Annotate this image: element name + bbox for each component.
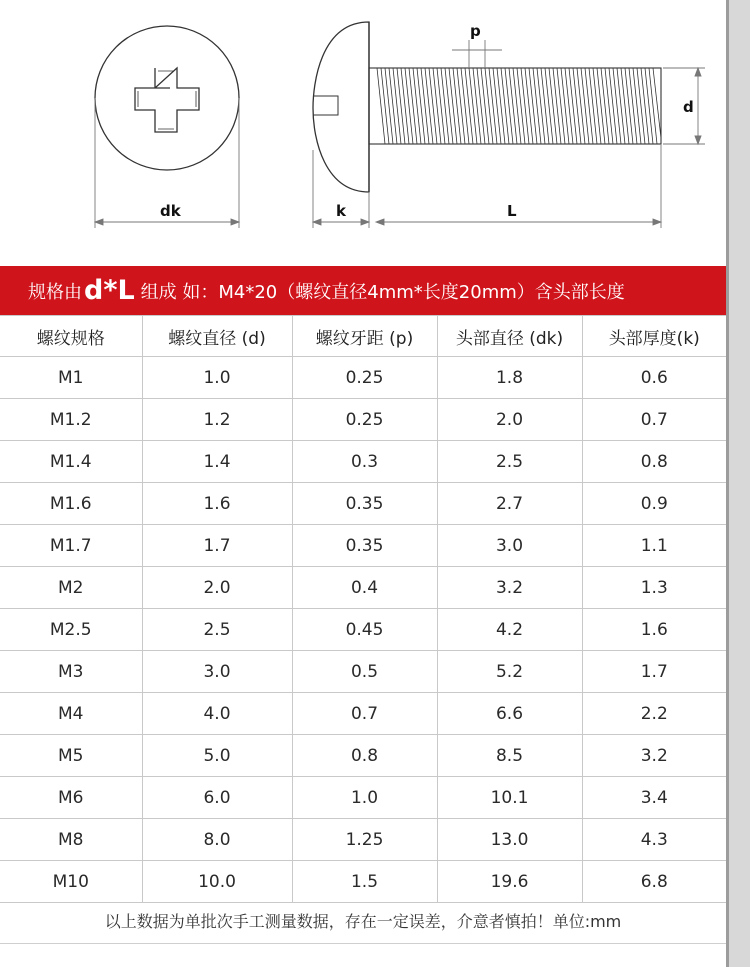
table-cell: 0.6 [582,357,726,399]
table-row [0,525,726,567]
table-cell: 1.7 [142,525,292,567]
dk-label: dk [160,202,181,220]
table-cell: M3 [0,651,142,693]
table-cell: M1 [0,357,142,399]
table-cell: 1.4 [142,441,292,483]
footnote: 以上数据为单批次手工测量数据，存在一定误差，介意者慎拍！单位:mm [104,912,622,931]
table-cell: M4 [0,693,142,735]
screw-diagram [0,0,726,258]
table-cell: 0.9 [582,483,726,525]
header-cell: 螺纹牙距 (p) [292,316,437,357]
header-cell: 头部直径 (dk) [437,316,582,357]
table-cell: 1.0 [142,357,292,399]
table-cell: 2.2 [582,693,726,735]
table-cell: 1.6 [142,483,292,525]
table-cell: 8.0 [142,819,292,861]
header-cell: 螺纹规格 [0,316,142,357]
table-cell: 3.2 [582,735,726,777]
table-cell: M6 [0,777,142,819]
table-cell: M1.7 [0,525,142,567]
table-cell: 0.7 [292,693,437,735]
table-cell: M10 [0,861,142,903]
table-cell: 1.8 [437,357,582,399]
page-edge [726,0,750,967]
table-cell: 1.3 [582,567,726,609]
table-cell: 0.3 [292,441,437,483]
table-cell: 0.8 [582,441,726,483]
d-label: d [683,98,694,116]
table-row [0,609,726,651]
table-row [0,567,726,609]
table-cell: 5.0 [142,735,292,777]
table-cell: 10.1 [437,777,582,819]
table-row [0,357,726,399]
table-cell: M8 [0,819,142,861]
k-label: k [336,202,346,220]
table-cell: 2.5 [142,609,292,651]
table-row [0,441,726,483]
table-cell: 1.1 [582,525,726,567]
table-cell: 0.25 [292,399,437,441]
table-cell: 0.7 [582,399,726,441]
table-row [0,819,726,861]
table-cell: M1.2 [0,399,142,441]
table-cell: 6.0 [142,777,292,819]
table-cell: 3.2 [437,567,582,609]
p-label: p [470,22,481,40]
table-cell: M1.4 [0,441,142,483]
table-cell: 2.5 [437,441,582,483]
table-row [0,693,726,735]
header-cell: 头部厚度(k) [582,316,726,357]
L-dimension [376,144,661,228]
banner-formula: d*L [84,275,135,306]
table-cell: 4.0 [142,693,292,735]
p-dimension [452,40,502,68]
table-cell: 4.3 [582,819,726,861]
table-cell: M5 [0,735,142,777]
table-cell: 3.0 [437,525,582,567]
table-cell: 5.2 [437,651,582,693]
table-cell: 6.8 [582,861,726,903]
table-cell: M2 [0,567,142,609]
divider [0,943,726,944]
table-cell: 0.8 [292,735,437,777]
table-cell: 0.4 [292,567,437,609]
table-row [0,651,726,693]
table-cell: 13.0 [437,819,582,861]
table-cell: 1.6 [582,609,726,651]
table-cell: 6.6 [437,693,582,735]
table-cell: 4.2 [437,609,582,651]
table-cell: M1.6 [0,483,142,525]
table-row [0,861,726,903]
table-row [0,735,726,777]
screw-shank [369,68,661,144]
table-row [0,399,726,441]
table-cell: 2.0 [142,567,292,609]
spec-table [0,315,726,903]
table-cell: 2.7 [437,483,582,525]
banner-suffix: 组成 如：M4*20（螺纹直径4mm*长度20mm）含头部长度 [140,281,625,303]
table-cell: 8.5 [437,735,582,777]
table-cell: 0.5 [292,651,437,693]
table-cell: 2.0 [437,399,582,441]
table-row [0,777,726,819]
table-cell: M2.5 [0,609,142,651]
table-cell: 0.35 [292,483,437,525]
table-cell: 1.5 [292,861,437,903]
table-cell: 1.0 [292,777,437,819]
spec-banner [0,266,726,315]
table-cell: 0.45 [292,609,437,651]
table-cell: 1.7 [582,651,726,693]
table-header-row [0,316,726,357]
table-cell: 3.0 [142,651,292,693]
table-cell: 1.2 [142,399,292,441]
table-body [0,357,726,903]
header-cell: 螺纹直径 (d) [142,316,292,357]
table-cell: 3.4 [582,777,726,819]
L-label: L [507,202,517,220]
screw-head-top-view [95,26,239,170]
screw-head-side-view [313,22,369,192]
table-row [0,483,726,525]
table-cell: 19.6 [437,861,582,903]
banner-prefix: 规格由 [28,281,82,303]
table-cell: 0.25 [292,357,437,399]
table-cell: 1.25 [292,819,437,861]
table-cell: 10.0 [142,861,292,903]
table-cell: 0.35 [292,525,437,567]
